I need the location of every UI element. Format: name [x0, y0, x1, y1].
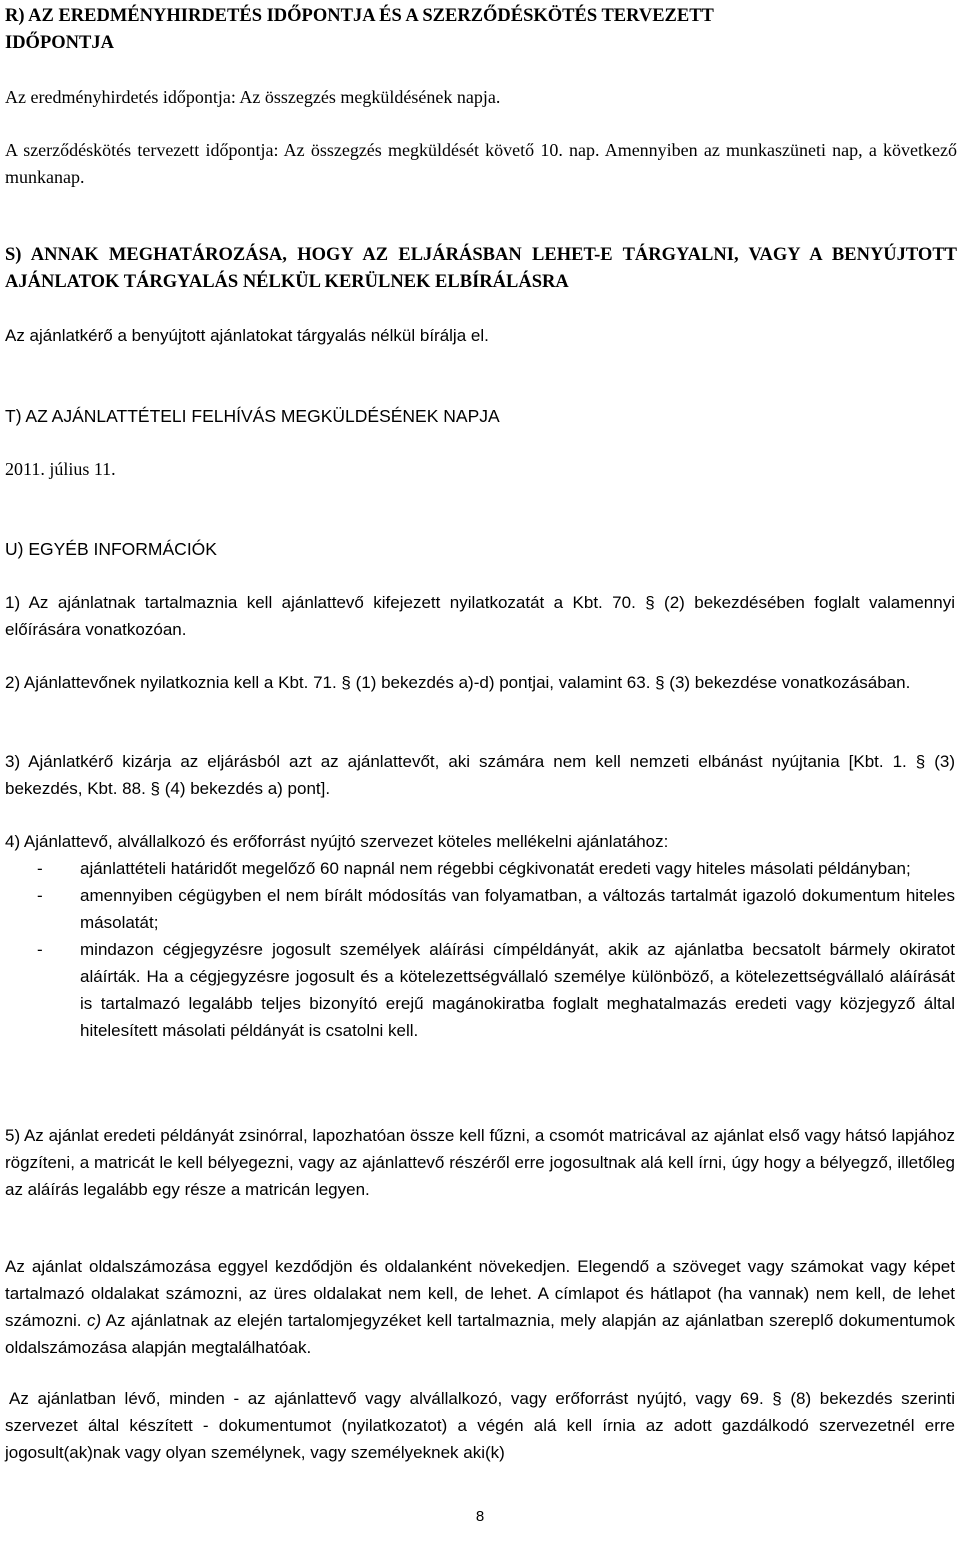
section-r-title: R) AZ EREDMÉNYHIRDETÉS IDŐPONTJA ÉS A SZERZŐDÉSKÖTÉS TERVEZETT IDŐPONTJA	[5, 6, 714, 53]
section-s-p1: Az ajánlatkérő a benyújtott ajánlatokat tárgyalás nélkül bírálja el.	[5, 326, 489, 345]
list-item-text: amennyiben cégügyben el nem bírált módosítás van folyamatban, a változás tartalmát igazoló dokumentum hiteles másolatát;	[80, 886, 955, 932]
section-r-p2: A szerződéskötés tervezett időpontja: Az összegzés megküldését követő 10. nap. Amennyiben az munkaszüneti nap, a következő munkanap.	[5, 140, 957, 187]
u-para-6	[5, 1253, 955, 1361]
list-item	[5, 855, 955, 882]
u-item-2-wrap	[5, 669, 955, 696]
u-item-1-wrap	[5, 589, 955, 643]
section-s-p1-wrap	[5, 322, 955, 349]
list-item-text: mindazon cégjegyzésre jogosult személyek aláírási címpéldányát, akik az ajánlatba becsatolt bármely okiratot aláírták. Ha a cégjegyzésre jogosult és a kötelezettségvállaló személye különböző, a kötelezettségvállaló aláírását is tartalmazó legalább teljes bizonyító erejű magánokiratba foglalt meghatalmazás eredeti vagy közjegyző által hitelesített másolati példányát is csatolni kell.	[80, 940, 955, 1040]
section-t-p1: 2011. július 11.	[5, 459, 116, 479]
section-r-p1: Az eredményhirdetés időpontja: Az összegzés megküldésének napja.	[5, 87, 501, 107]
u-item-4-intro: 4) Ajánlattevő, alvállalkozó és erőforrást nyújtó szervezet köteles mellékelni ajánlatához:	[5, 832, 669, 851]
u-item-2: 2) Ajánlattevőnek nyilatkoznia kell a Kbt. 71. § (1) bekezdés a)-d) pontjai, valamint 63. § (3) bekezdése vonatkozásában.	[5, 673, 911, 692]
u-item-1: 1) Az ajánlatnak tartalmaznia kell ajánlattevő kifejezett nyilatkozatát a Kbt. 70. § (2) bekezdésében foglalt valamennyi előírására vonatkozóan.	[5, 593, 955, 639]
u-para-6-wrap	[5, 1253, 955, 1361]
list-dash: -	[37, 886, 43, 905]
list-item-text: ajánlattételi határidőt megelőző 60 napnál nem régebbi cégkivonatát eredeti vagy hiteles másolati példányban;	[80, 859, 911, 878]
page-number: 8	[475, 1508, 485, 1525]
u-para-6-b: Az ajánlatnak az elején tartalomjegyzéket kell tartalmaznia, mely alapján az ajánlatban szereplő dokumentumok oldalszámozása alapján megtalálhatóak.	[5, 1311, 955, 1357]
section-t-title: T) AZ AJÁNLATTÉTELI FELHÍVÁS MEGKÜLDÉSÉNEK NAPJA	[5, 406, 500, 426]
u-item-3-wrap	[5, 748, 955, 802]
section-s	[5, 242, 955, 296]
u-item-4-wrap	[5, 828, 955, 1044]
list-dash: -	[37, 859, 43, 878]
u-item-5-wrap	[5, 1122, 955, 1203]
section-r-p2-wrap	[5, 137, 955, 191]
u-item-4-list	[5, 855, 955, 1044]
u-para-7: Az ajánlatban lévő, minden - az ajánlattevő vagy alvállalkozó, vagy erőforrást nyújtó, vagy 69. § (8) bekezdés szerinti szervezet által készített - dokumentumot (nyilatkozatot) a végén alá kell írnia az adott gazdálkodó szervezetnél erre jogosult(ak)nak vagy olyan személynek, vagy személyeknek aki(k)	[5, 1389, 955, 1462]
section-t-p1-wrap	[5, 456, 955, 483]
u-para-7-wrap	[5, 1385, 955, 1466]
u-para-6-italic: c)	[86, 1311, 102, 1330]
list-item	[5, 882, 955, 936]
section-u	[5, 536, 955, 563]
section-r	[5, 3, 955, 57]
section-t	[5, 403, 955, 430]
section-u-title: U) EGYÉB INFORMÁCIÓK	[5, 539, 217, 559]
section-r-p1-wrap	[5, 84, 955, 111]
u-item-3: 3) Ajánlatkérő kizárja az eljárásból azt az ajánlattevőt, aki számára nem kell nemzeti elbánást nyújtania [Kbt. 1. § (3) bekezdés, Kbt. 88. § (4) bekezdés a) pont].	[5, 752, 955, 798]
u-para-6-a: Az ajánlat oldalszámozása eggyel kezdődjön és oldalanként növekedjen. Elegendő a szöveget vagy számokat vagy képet tartalmazó oldalakat számozni, az üres oldalakat nem kell, de lehet. A címlapot és hátlapot (ha vannak) nem kell, de lehet számozni.	[5, 1257, 955, 1330]
u-item-5: 5) Az ajánlat eredeti példányát zsinórral, lapozhatóan össze kell fűzni, a csomót matricával az ajánlat első vagy hátsó lapjához rögzíteni, a matricát le kell bélyegezni, vagy az ajánlattevő részéről erre jogosultnak alá kell írni, úgy hogy a bélyegző, illetőleg az aláírás legalább egy része a matricán legyen.	[5, 1126, 955, 1199]
list-dash: -	[37, 940, 43, 959]
section-s-title: S) ANNAK MEGHATÁROZÁSA, HOGY AZ ELJÁRÁSBAN LEHET-E TÁRGYALNI, VAGY A BENYÚJTOTT AJÁNLATOK TÁRGYALÁS NÉLKÜL KERÜLNEK ELBÍRÁLÁSRA	[5, 245, 957, 292]
list-item	[5, 936, 955, 1044]
